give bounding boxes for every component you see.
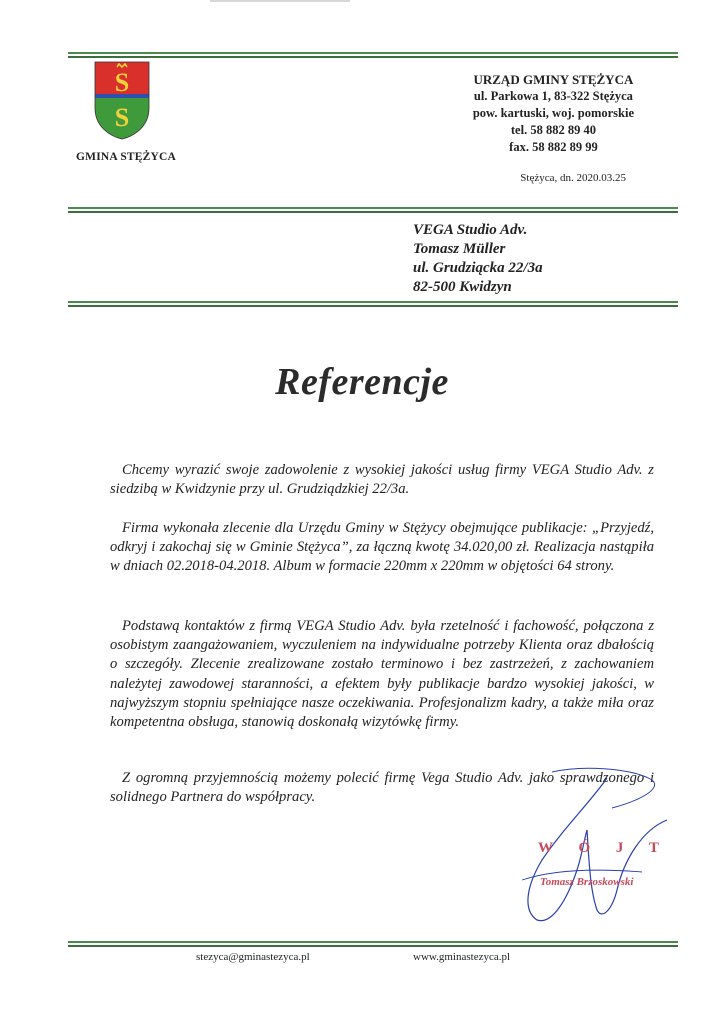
header-top-rule: [68, 52, 678, 58]
recipient-street: ul. Grudziącka 22/3a: [413, 260, 543, 276]
recipient-address-block: [413, 221, 543, 297]
stamp-title: W Ó J T: [538, 840, 670, 856]
office-name: URZĄD GMINY STĘŻYCA: [473, 72, 634, 87]
svg-text:S: S: [114, 103, 130, 132]
recipient-bottom-rule: [68, 301, 678, 307]
coat-of-arms-icon: [93, 60, 151, 140]
footer-website-link[interactable]: www.gminastezyca.pl: [413, 951, 511, 963]
footer-rule: [68, 941, 678, 947]
document-date: Stężyca, dn. 2020.03.25: [520, 172, 626, 184]
paragraph-4: Z ogromną przyjemnością możemy polecić firmę Vega Studio Adv. jako sprawdzonego i solidnego Partnera do współpracy.: [110, 770, 654, 806]
office-address-block: [473, 71, 634, 156]
recipient-person: Tomasz Müller: [413, 241, 506, 257]
paragraph-3: Podstawą kontaktów z firmą VEGA Studio Adv. była rzetelność i fachowość, połączona z osobistym zaangażowaniem, wyczuleniem na indywidualne potrzeby Klienta oraz dbałością o szczegóły. Zlecenie zrealizowane zostało terminowo i bez zastrzeżeń, z zachowaniem należytej zawodowej staranności, a efektem były publikacje bardzo wysokiej jakości, w najwyższym stopniu spełniające nasze oczekiwania. Profesjonalizm kadry, a także miła oraz kompetentna obsługa, stanowią doskonałą wizytówkę firmy.: [110, 618, 654, 731]
office-street: ul. Parkowa 1, 83-322 Stężyca: [473, 89, 633, 103]
municipality-label: GMINA STĘŻYCA: [76, 151, 177, 163]
recipient-city: 82-500 Kwidzyn: [413, 279, 512, 295]
office-region: pow. kartuski, woj. pomorskie: [472, 106, 634, 120]
stamp-name: Tomasz Brzoskowski: [540, 876, 634, 888]
recipient-top-rule: [68, 207, 678, 213]
paragraph-1: Chcemy wyrazić swoje zadowolenie z wysokiej jakości usług firmy VEGA Studio Adv. z siedzibą w Kwidzynie przy ul. Grudziądzkiej 22/3a.: [110, 462, 654, 498]
office-fax: fax. 58 882 89 99: [509, 140, 598, 154]
paragraph-2: Firma wykonała zlecenie dla Urzędu Gminy w Stężycy obejmujące publikacje: „Przyjedź, odkryj i zakochaj się w Gminie Stężyca”, za łączną kwotę 34.020,00 zł. Realizacja nastąpiła w dniach 02.2018-04.2018. Album w formacie 220mm x 220mm w objętości 64 strony.: [110, 520, 654, 575]
scan-mark: [210, 0, 350, 2]
document-title: Referencje: [275, 361, 449, 403]
footer-email-link[interactable]: stezyca@gminastezyca.pl: [196, 951, 310, 963]
office-phone: tel. 58 882 89 40: [510, 123, 596, 137]
recipient-company: VEGA Studio Adv.: [413, 222, 528, 238]
svg-text:S: S: [114, 68, 130, 97]
